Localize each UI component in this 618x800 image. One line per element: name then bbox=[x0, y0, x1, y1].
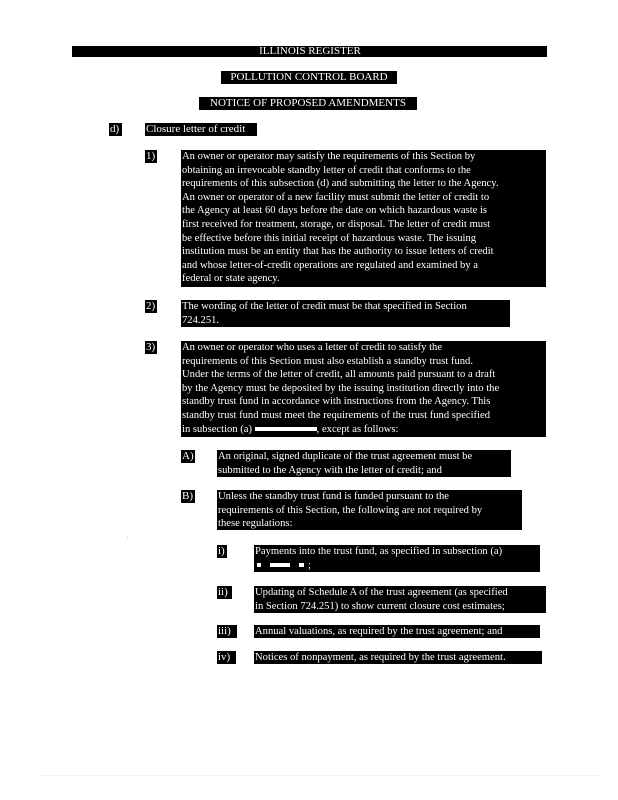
header-register: ILLINOIS REGISTER bbox=[259, 45, 361, 57]
item-ii-line: in Section 724.251) to show current closure cost estimates; bbox=[255, 600, 505, 612]
item-1-marker: 1) bbox=[146, 150, 156, 162]
item-1-line: obtaining an irrevocable standby letter of credit that conforms to the bbox=[182, 164, 471, 176]
item-i-line2-end: ; bbox=[308, 559, 311, 571]
redaction-mark bbox=[255, 427, 317, 431]
item-3-marker: 3) bbox=[146, 341, 156, 353]
item-1-line: the Agency at least 60 days before the date on which hazardous waste is bbox=[182, 205, 488, 217]
item-A-line: An original, signed duplicate of the trust agreement must be bbox=[218, 451, 473, 462]
item-A-marker: A) bbox=[182, 450, 194, 462]
item-1-line: requirements of this subsection (d) and submitting the letter to the Agency. bbox=[182, 178, 499, 190]
item-1-line: be effective before this initial receipt of hazardous waste. The issuing bbox=[182, 232, 477, 244]
item-3-line: An owner or operator who uses a letter of credit to satisfy the bbox=[182, 342, 443, 353]
item-iv-marker: iv) bbox=[217, 651, 236, 664]
item-1-line: institution must be an entity that has the authority to issue letters of credit bbox=[182, 246, 494, 258]
item-3-line: standby trust fund must meet the requirements of the trust fund specified bbox=[182, 409, 491, 421]
item-3-line: requirements of this Section must also establish a standby trust fund. bbox=[182, 355, 473, 367]
item-A-paragraph bbox=[217, 450, 511, 477]
item-3-line: standby trust fund in accordance with instructions from the Agency. This bbox=[182, 396, 491, 408]
redaction-mark bbox=[299, 563, 304, 567]
item-3-last-start: in subsection (a) bbox=[182, 423, 255, 435]
item-3-line: by the Agency must be deposited by the issuing institution directly into the bbox=[182, 382, 500, 394]
item-i-marker: i) bbox=[217, 545, 227, 558]
item-B-marker: B) bbox=[182, 490, 193, 502]
item-ii-marker: ii) bbox=[217, 586, 232, 599]
item-B-line: requirements of this Section, the following are not required by bbox=[218, 504, 483, 516]
item-1-line: first received for treatment, storage, or disposal. The letter of credit must bbox=[182, 218, 491, 230]
item-1-paragraph bbox=[181, 150, 546, 287]
item-3-last-line bbox=[182, 423, 545, 437]
item-ii-paragraph bbox=[254, 586, 546, 613]
item-3-last-end: , except as follows: bbox=[316, 423, 399, 435]
item-B-line: these regulations: bbox=[218, 518, 293, 530]
item-A-line: submitted to the Agency with the letter of credit; and bbox=[218, 464, 442, 476]
section-d-marker: d) bbox=[109, 123, 122, 136]
item-1-line: An owner or operator may satisfy the requirements of this Section by bbox=[182, 151, 476, 162]
item-2-paragraph bbox=[181, 300, 510, 327]
item-1-line: An owner or operator of a new facility must submit the letter of credit to bbox=[182, 191, 490, 203]
redaction-mark bbox=[257, 563, 261, 567]
item-iii-marker: iii) bbox=[217, 625, 237, 638]
item-2-marker: 2) bbox=[146, 300, 156, 312]
item-iv-text: Notices of nonpayment, as required by the trust agreement. bbox=[254, 651, 542, 664]
header-notice: NOTICE OF PROPOSED AMENDMENTS bbox=[199, 97, 417, 110]
section-d-title: Closure letter of credit bbox=[145, 123, 257, 136]
redaction-mark bbox=[270, 563, 290, 567]
item-i-paragraph bbox=[254, 545, 540, 572]
item-2-line: The wording of the letter of credit must be that specified in Section bbox=[182, 301, 467, 312]
item-3-line: Under the terms of the letter of credit, all amounts paid pursuant to a draft bbox=[182, 369, 496, 381]
item-2-line: 724.251. bbox=[182, 314, 220, 326]
item-iii-text: Annual valuations, as required by the trust agreement; and bbox=[254, 625, 540, 638]
header-board: POLLUTION CONTROL BOARD bbox=[221, 71, 397, 84]
item-ii-line: Updating of Schedule A of the trust agreement (as specified bbox=[255, 587, 508, 598]
item-1-line: and whose letter-of-credit operations are regulated and examined by a bbox=[182, 259, 478, 271]
scan-speck bbox=[127, 537, 128, 538]
item-i-line-2 bbox=[255, 559, 329, 573]
scan-artifact-line bbox=[40, 775, 600, 776]
item-3-paragraph bbox=[181, 341, 546, 437]
item-1-line: federal or state agency. bbox=[182, 273, 280, 285]
item-B-paragraph bbox=[217, 490, 522, 530]
item-B-line: Unless the standby trust fund is funded pursuant to the bbox=[218, 491, 449, 502]
item-i-line: Payments into the trust fund, as specified in subsection (a) bbox=[255, 546, 503, 557]
